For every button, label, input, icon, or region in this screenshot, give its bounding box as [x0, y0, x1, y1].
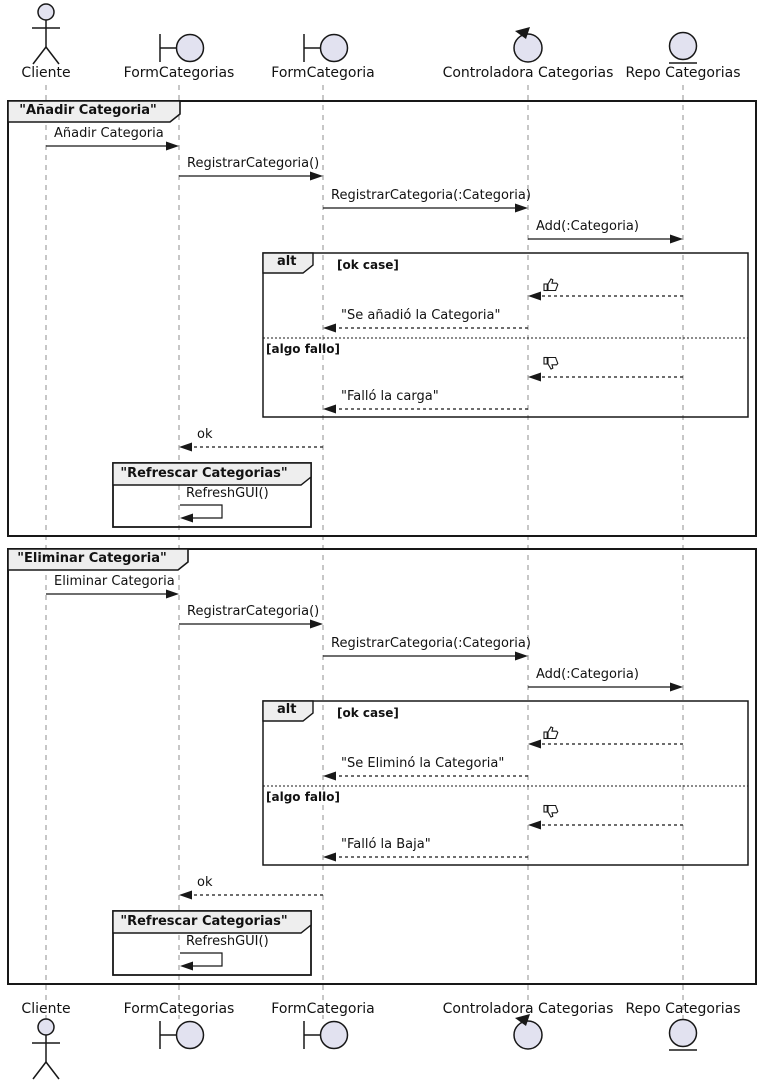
arrowhead-icon — [528, 292, 541, 301]
message-label: RefreshGUI() — [186, 486, 269, 501]
message-label: RefreshGUI() — [186, 934, 269, 949]
arrowhead-icon — [323, 405, 336, 414]
boundary-icon — [160, 1021, 204, 1049]
participant-label: Repo Categorias — [625, 1001, 741, 1017]
alt-frame — [263, 701, 748, 865]
arrowhead-icon — [166, 142, 179, 151]
alt-operator-label: alt — [277, 702, 297, 717]
arrowhead-icon — [180, 514, 193, 523]
arrowhead-icon — [179, 443, 192, 452]
arrowhead-icon — [323, 324, 336, 333]
arrowhead-icon — [323, 853, 336, 862]
frame-title: "Añadir Categoria" — [19, 103, 157, 118]
control-icon — [514, 27, 542, 62]
arrowhead-icon — [670, 683, 683, 692]
entity-icon — [669, 33, 697, 64]
thumbs-up-icon — [544, 727, 558, 739]
participant-label: Controladora Categorias — [442, 65, 614, 81]
participant-label: Cliente — [21, 1001, 71, 1017]
guard-fail-label: [algo fallo] — [266, 790, 340, 804]
participant-label: Controladora Categorias — [442, 1001, 614, 1017]
arrowhead-icon — [180, 962, 193, 971]
arrowhead-icon — [179, 891, 192, 900]
message-label: RegistrarCategoria(:Categoria) — [331, 636, 531, 651]
message-label: "Falló la Baja" — [341, 837, 431, 852]
participant-label: FormCategorias — [123, 65, 235, 81]
participant-label: FormCategoria — [271, 1001, 375, 1017]
message-label: RegistrarCategoria(:Categoria) — [331, 188, 531, 203]
message-label: Add(:Categoria) — [536, 219, 639, 234]
thumbs-down-icon — [544, 806, 558, 818]
frame-title: "Eliminar Categoria" — [17, 551, 167, 566]
guard-ok-label: [ok case] — [337, 706, 399, 720]
message-label: Añadir Categoria — [54, 126, 164, 141]
group-title: "Refrescar Categorias" — [120, 466, 288, 481]
participant-label: FormCategoria — [271, 65, 375, 81]
control-icon — [514, 1014, 542, 1049]
arrowhead-icon — [670, 235, 683, 244]
message-label: ok — [197, 875, 213, 890]
entity-icon — [669, 1020, 697, 1051]
arrowhead-icon — [528, 821, 541, 830]
arrowhead-icon — [515, 204, 528, 213]
message-label: "Se añadió la Categoria" — [341, 308, 501, 323]
arrowhead-icon — [310, 620, 323, 629]
arrowhead-icon — [528, 373, 541, 382]
participant-label: Cliente — [21, 65, 71, 81]
arrowhead-icon — [528, 740, 541, 749]
actor-icon — [32, 1019, 60, 1079]
arrowhead-icon — [166, 590, 179, 599]
group-title: "Refrescar Categorias" — [120, 914, 288, 929]
arrowhead-icon — [310, 172, 323, 181]
alt-frame — [263, 253, 748, 417]
thumbs-up-icon — [544, 279, 558, 291]
participant-label: FormCategorias — [123, 1001, 235, 1017]
actor-icon — [32, 4, 60, 64]
participant-label: Repo Categorias — [625, 65, 741, 81]
message-label: Add(:Categoria) — [536, 667, 639, 682]
message-label: ok — [197, 427, 213, 442]
message-label: RegistrarCategoria() — [187, 156, 320, 171]
guard-ok-label: [ok case] — [337, 258, 399, 272]
message-label: RegistrarCategoria() — [187, 604, 320, 619]
boundary-icon — [304, 1021, 348, 1049]
message-label: "Se Eliminó la Categoria" — [341, 756, 505, 771]
boundary-icon — [304, 34, 348, 62]
arrowhead-icon — [323, 772, 336, 781]
thumbs-down-icon — [544, 358, 558, 370]
arrowhead-icon — [515, 652, 528, 661]
guard-fail-label: [algo fallo] — [266, 342, 340, 356]
message-label: "Falló la carga" — [341, 389, 439, 404]
alt-operator-label: alt — [277, 254, 297, 269]
message-label: Eliminar Categoria — [54, 574, 175, 589]
boundary-icon — [160, 34, 204, 62]
